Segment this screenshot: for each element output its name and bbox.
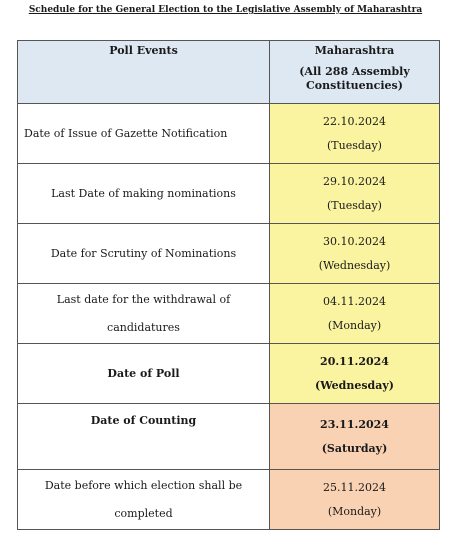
day-value: (Monday)	[327, 504, 382, 518]
header-state-subtitle: (All 288 Assembly Constituencies)	[299, 65, 410, 92]
document-title: Schedule for the General Election to the Legislative Assembly of Maharashtra	[28, 5, 423, 15]
date-cell	[270, 404, 440, 470]
date-value: 23.11.2024	[320, 417, 389, 431]
date-cell	[270, 470, 440, 530]
date-cell	[270, 344, 440, 404]
date-value: 29.10.2024	[323, 174, 386, 188]
day-value: (Wednesday)	[318, 258, 391, 272]
table-row	[18, 104, 440, 164]
table-row	[18, 344, 440, 404]
day-value: (Tuesday)	[327, 138, 382, 152]
event-cell: Date of Counting	[18, 404, 270, 470]
date-value: 22.10.2024	[323, 114, 386, 128]
date-cell	[270, 164, 440, 224]
day-value: (Tuesday)	[327, 198, 382, 212]
header-state-name: Maharashtra	[314, 44, 395, 57]
header-poll-events: Poll Events	[18, 41, 270, 104]
event-cell: Last date for the withdrawal of candidatures	[18, 284, 270, 344]
day-value: (Wednesday)	[315, 378, 394, 392]
election-schedule-table	[17, 40, 440, 530]
event-cell: Date of Poll	[18, 344, 270, 404]
event-cell: Date before which election shall be completed	[18, 470, 270, 530]
event-cell: Last Date of making nominations	[18, 164, 270, 224]
event-cell: Date of Issue of Gazette Notification	[18, 104, 270, 164]
table-row	[18, 470, 440, 530]
event-cell: Date for Scrutiny of Nominations	[18, 224, 270, 284]
table-row	[18, 224, 440, 284]
date-value: 25.11.2024	[323, 480, 386, 494]
date-cell	[270, 284, 440, 344]
table-header-row	[18, 41, 440, 104]
date-cell	[270, 224, 440, 284]
date-value: 20.11.2024	[320, 354, 389, 368]
date-value: 30.10.2024	[323, 234, 386, 248]
table-row	[18, 164, 440, 224]
date-cell	[270, 104, 440, 164]
header-state	[270, 41, 440, 104]
table-row	[18, 284, 440, 344]
date-value: 04.11.2024	[323, 294, 386, 308]
table-row	[18, 404, 440, 470]
day-value: (Monday)	[327, 318, 382, 332]
day-value: (Saturday)	[321, 441, 388, 455]
